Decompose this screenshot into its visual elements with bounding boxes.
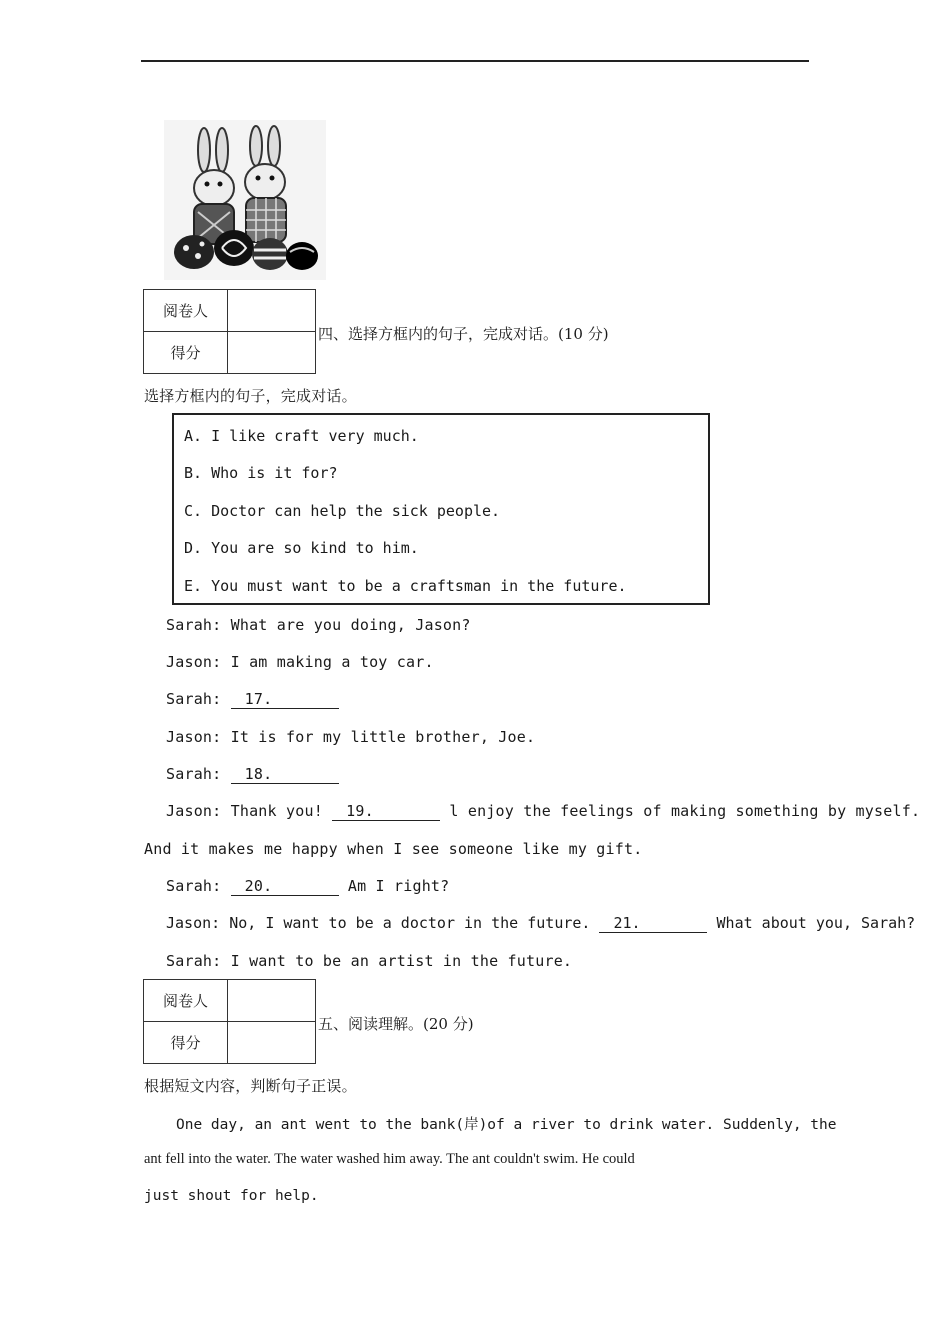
score-box-section5 xyxy=(143,979,316,1064)
dialogue-text: Am I right? xyxy=(347,877,450,895)
blank-21[interactable]: 21. xyxy=(599,914,707,933)
blank-17[interactable]: 17. xyxy=(231,690,339,709)
passage-line-2: ant fell into the water. The water washed him away. The ant couldn't swim. He could xyxy=(144,1151,635,1167)
section4-instruction: 选择方框内的句子，完成对话。 xyxy=(144,387,357,405)
blank-20[interactable]: 20. xyxy=(231,877,339,896)
dialogue-text: l enjoy the feelings of making something by myself. xyxy=(449,802,921,820)
dialogue-line-6 xyxy=(166,802,920,821)
dialogue-text: What about you, Sarah? xyxy=(716,914,916,932)
dialogue-line-4: Jason: It is for my little brother, Joe. xyxy=(166,728,536,746)
header-rule xyxy=(141,60,809,62)
speaker-sarah: Sarah: xyxy=(166,877,222,895)
option-a: A. I like craft very much. xyxy=(184,427,419,445)
dialogue-line-1: Sarah: What are you doing, Jason? xyxy=(166,616,471,634)
speaker-jason: Jason: No, I want to be a doctor in the future. xyxy=(166,914,591,932)
score-label: 得分 xyxy=(144,1022,228,1063)
speaker-sarah: Sarah: xyxy=(166,765,222,783)
section4-heading: 四、选择方框内的句子，完成对话。(10 分) xyxy=(318,325,609,343)
rabbits-eggs-image xyxy=(164,120,326,280)
option-c: C. Doctor can help the sick people. xyxy=(184,502,501,520)
dialogue-line-8 xyxy=(166,877,449,896)
reviewer-cell xyxy=(228,980,315,1022)
section5-instruction: 根据短文内容，判断句子正误。 xyxy=(144,1077,357,1095)
passage-line-3: just shout for help. xyxy=(144,1188,319,1204)
score-box-section4 xyxy=(143,289,316,374)
score-cell xyxy=(228,332,315,373)
score-label: 得分 xyxy=(144,332,228,373)
section5-heading: 五、阅读理解。(20 分) xyxy=(318,1015,474,1033)
dialogue-line-3 xyxy=(166,690,339,709)
dialogue-line-5 xyxy=(166,765,339,784)
option-b: B. Who is it for? xyxy=(184,464,338,482)
blank-18[interactable]: 18. xyxy=(231,765,339,784)
options-box xyxy=(172,413,710,605)
score-cell xyxy=(228,1022,315,1063)
reviewer-cell xyxy=(228,290,315,332)
option-d: D. You are so kind to him. xyxy=(184,539,419,557)
speaker-jason: Jason: Thank you! xyxy=(166,802,323,820)
dialogue-line-10: Sarah: I want to be an artist in the future. xyxy=(166,952,573,970)
blank-19[interactable]: 19. xyxy=(332,802,440,821)
dialogue-line-7: And it makes me happy when I see someone like my gift. xyxy=(144,840,643,858)
reviewer-label: 阅卷人 xyxy=(144,290,228,332)
passage-line-1: One day, an ant went to the bank(岸)of a river to drink water. Suddenly, the xyxy=(176,1117,837,1133)
speaker-sarah: Sarah: xyxy=(166,690,222,708)
dialogue-line-2: Jason: I am making a toy car. xyxy=(166,653,434,671)
dialogue-line-9 xyxy=(166,914,915,933)
option-e: E. You must want to be a craftsman in the future. xyxy=(184,577,627,595)
reviewer-label: 阅卷人 xyxy=(144,980,228,1022)
